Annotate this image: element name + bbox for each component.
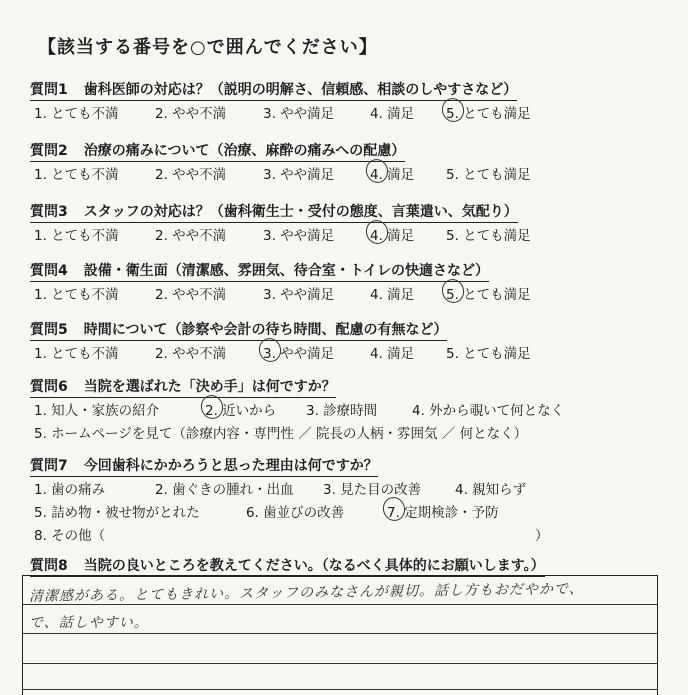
option-4[interactable]: 4. 満足 — [370, 287, 415, 303]
options-row — [30, 224, 650, 246]
ruled-line — [23, 663, 657, 664]
question-6 — [30, 376, 650, 444]
option-8-other[interactable]: 8. その他（ — [34, 528, 106, 544]
option-7-selected[interactable]: 7. 定期検診・予防 — [387, 501, 499, 521]
question-number: 質問1 — [30, 82, 68, 98]
option-5[interactable]: 5. ホームページを見て（診療内容・専門性 ／ 院長の人柄・雰囲気 ／ 何となく） — [34, 426, 528, 442]
question-title: 設備・衛生面（清潔感、雰囲気、待合室・トイレの快適さなど） — [83, 263, 490, 279]
free-answer-box[interactable] — [22, 575, 658, 695]
option-1[interactable]: 1. とても不満 — [34, 228, 119, 244]
option-4[interactable]: 4. 外から覗いて何となく — [412, 403, 565, 419]
options-row-1 — [30, 399, 650, 421]
option-1[interactable]: 1. 知人・家族の紹介 — [34, 403, 160, 419]
option-5[interactable]: 5. とても満足 — [446, 346, 531, 362]
question-number: 質問8 — [30, 558, 68, 574]
question-1 — [30, 79, 650, 124]
option-5[interactable]: 5. 詰め物・被せ物がとれた — [34, 505, 200, 521]
question-8 — [30, 555, 650, 577]
option-3[interactable]: 3. やや満足 — [263, 167, 335, 183]
options-row — [30, 163, 650, 185]
ruled-line — [23, 633, 657, 634]
options-row-2 — [30, 501, 650, 523]
ruled-line — [23, 689, 657, 690]
option-4[interactable]: 4. 親知らず — [455, 482, 527, 498]
question-title: 時間について（診察や会計の待ち時間、配慮の有無など） — [83, 322, 448, 338]
option-3[interactable]: 3. やや満足 — [263, 287, 335, 303]
option-1[interactable]: 1. とても不満 — [34, 287, 119, 303]
options-row-1 — [30, 478, 650, 500]
options-row-3 — [30, 524, 650, 546]
option-1[interactable]: 1. とても不満 — [34, 106, 119, 122]
question-number: 質問7 — [30, 458, 68, 474]
option-3[interactable]: 3. 診療時間 — [306, 403, 378, 419]
question-7 — [30, 455, 650, 546]
option-1[interactable]: 1. とても不満 — [34, 346, 119, 362]
option-2[interactable]: 2. やや不満 — [155, 228, 227, 244]
question-2 — [30, 140, 650, 185]
option-5-selected[interactable]: 5. とても満足 — [446, 283, 531, 303]
options-row — [30, 342, 650, 364]
option-2-selected[interactable]: 2. 近いから — [205, 399, 276, 419]
question-number: 質問4 — [30, 263, 68, 279]
option-2[interactable]: 2. やや不満 — [155, 346, 227, 362]
handwritten-answer-line-2: で、話しやすい。 — [29, 615, 149, 631]
option-2[interactable]: 2. やや不満 — [155, 106, 227, 122]
option-2[interactable]: 2. やや不満 — [155, 287, 227, 303]
question-title: 当院の良いところを教えてください。（なるべく具体的にお願いします。） — [83, 558, 545, 574]
question-5 — [30, 319, 650, 364]
question-number: 質問6 — [30, 379, 68, 395]
question-number: 質問3 — [30, 204, 68, 220]
question-title: 当院を選ばれた「決め手」は何ですか？ — [83, 379, 336, 395]
option-3[interactable]: 3. やや満足 — [263, 228, 335, 244]
question-title: 今回歯科にかかろうと思った理由は何ですか？ — [83, 458, 378, 474]
option-4-selected[interactable]: 4. 満足 — [370, 163, 414, 183]
question-3 — [30, 201, 650, 246]
other-close-paren: ） — [535, 528, 549, 544]
option-5[interactable]: 5. とても満足 — [446, 167, 531, 183]
options-row — [30, 102, 650, 124]
option-6[interactable]: 6. 歯並びの改善 — [246, 505, 345, 521]
option-4-selected[interactable]: 4. 満足 — [370, 224, 414, 244]
option-3-selected[interactable]: 3. やや満足 — [263, 342, 334, 362]
question-number: 質問2 — [30, 143, 68, 159]
option-5-selected[interactable]: 5. とても満足 — [446, 102, 531, 122]
option-5[interactable]: 5. とても満足 — [446, 228, 531, 244]
question-4 — [30, 260, 650, 305]
handwritten-answer-line-1: 清潔感がある。とてもきれい。スタッフのみなさんが親切。話し方もおだやかで、 — [28, 581, 584, 605]
option-3[interactable]: 3. 見た目の改善 — [323, 482, 422, 498]
form-heading: 【該当する番号を○で囲んでください】 — [38, 37, 378, 58]
option-4[interactable]: 4. 満足 — [370, 346, 415, 362]
question-number: 質問5 — [30, 322, 68, 338]
option-2[interactable]: 2. 歯ぐきの腫れ・出血 — [155, 482, 294, 498]
question-title: 歯科医師の対応は？（説明の明解さ、信頼感、相談のしやすさなど） — [83, 82, 518, 98]
question-title: 治療の痛みについて（治療、麻酔の痛みへの配慮） — [83, 143, 406, 159]
option-4[interactable]: 4. 満足 — [370, 106, 415, 122]
option-3[interactable]: 3. やや満足 — [263, 106, 335, 122]
options-row-2 — [30, 422, 650, 444]
option-1[interactable]: 1. とても不満 — [34, 167, 119, 183]
option-1[interactable]: 1. 歯の痛み — [34, 482, 106, 498]
options-row — [30, 283, 650, 305]
option-2[interactable]: 2. やや不満 — [155, 167, 227, 183]
question-title: スタッフの対応は？（歯科衛生士・受付の態度、言葉遣い、気配り） — [83, 204, 518, 220]
